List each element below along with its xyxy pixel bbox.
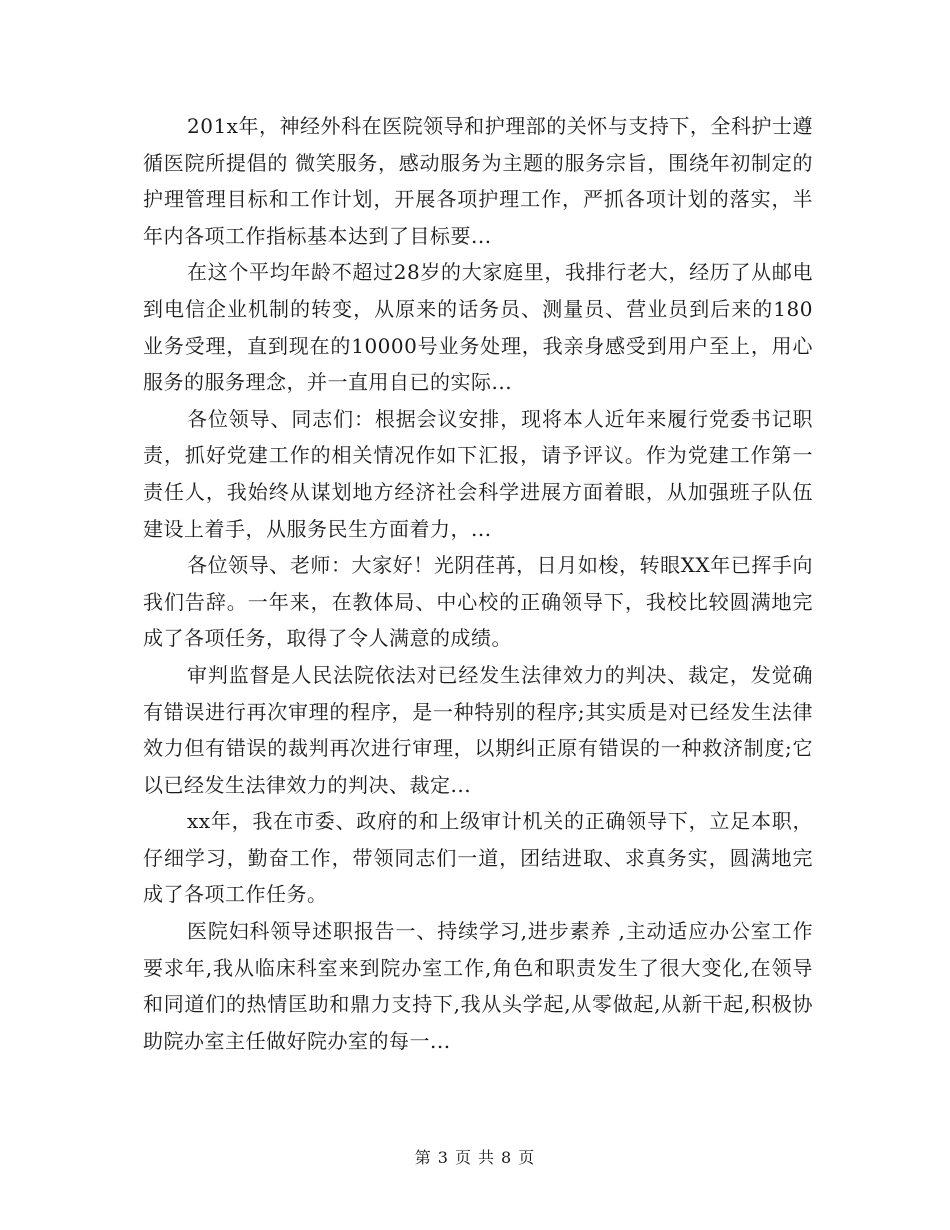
paragraph-3: 各位领导、同志们：根据会议安排，现将本人近年来履行党委书记职责，抓好党建工作的相关情况作如下汇报，请予评议。作为党建工作第一责任人，我始终从谋划地方经济社会科学进展方面着眼，从加强班子队伍建设上着手，从服务民生方面着力，... xyxy=(143,406,813,541)
footer-prefix: 第 xyxy=(414,1148,432,1167)
page-number-footer xyxy=(0,1148,950,1168)
document-body xyxy=(143,108,813,1059)
footer-page-unit: 页 xyxy=(454,1148,472,1167)
paragraph-1: 201x年，神经外科在医院领导和护理部的关怀与支持下，全科护士遵循医院所提倡的 微笑服务，感动服务为主题的服务宗旨，围绕年初制定的护理管理目标和工作计划，开展各项护理工作，严抓各项计划的落实，半年内各项工作指标基本达到了目标要... xyxy=(143,114,813,248)
paragraph-6: xx年，我在市委、政府的和上级审计机关的正确领导下，立足本职，仔细学习，勤奋工作，带领同志们一道，团结进取、求真务实，圆满地完成了各项工作任务。 xyxy=(143,809,813,907)
current-page-number: 3 xyxy=(437,1148,449,1167)
footer-total-prefix: 共 xyxy=(478,1148,496,1167)
paragraph-4: 各位领导、老师：大家好！光阴荏苒，日月如梭，转眼XX年已挥手向我们告辞。一年来，在教体局、中心校的正确领导下，我校比较圆满地完成了各项任务，取得了令人满意的成绩。 xyxy=(143,553,813,651)
total-page-count: 8 xyxy=(501,1148,513,1167)
footer-total-unit: 页 xyxy=(518,1148,536,1167)
paragraph-2: 在这个平均年龄不超过28岁的大家庭里，我排行老大，经历了从邮电到电信企业机制的转变，从原来的话务员、测量员、营业员到后来的180业务受理，直到现在的10000号业务处理，我亲身感受到用户至上，用心服务的服务理念，并一直用自已的实际... xyxy=(143,260,813,395)
paragraph-5: 审判监督是人民法院依法对已经发生法律效力的判决、裁定，发觉确有错误进行再次审理的程序，是一种特别的程序;其实质是对已经发生法律效力但有错误的裁判再次进行审理，以期纠正原有错误的一种救济制度;它以已经发生法律效力的判决、裁定... xyxy=(143,662,813,797)
paragraph-7: 医院妇科领导述职报告一、持续学习,进步素养 ,主动适应办公室工作要求年,我从临床科室来到院办室工作,角色和职责发生了很大变化,在领导和同道们的热情匡助和鼎力支持下,我从头学起,从零做起,从新干起,积极协助院办室主任做好院办室的每一... xyxy=(143,919,813,1053)
